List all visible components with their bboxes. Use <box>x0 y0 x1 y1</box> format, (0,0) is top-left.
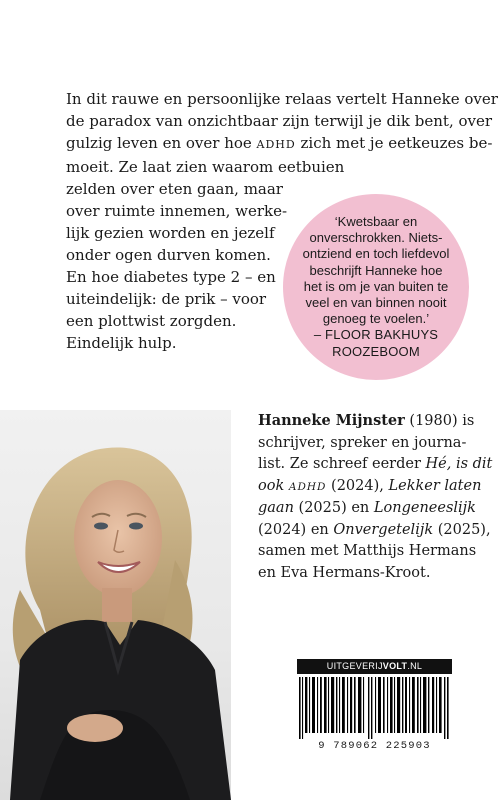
author-photo <box>0 410 231 800</box>
blurb-line: zelden over eten gaan, maar <box>66 180 283 198</box>
barcode-bars <box>299 677 450 739</box>
book-title: Longeneeslijk <box>373 500 476 516</box>
book-title: Onvergetelijk <box>333 521 434 538</box>
blurb-line: uiteindelijk: de prik – voor <box>66 290 267 308</box>
blurb-line: gulzig leven en over hoe ADHD zich met je eetkeuzes be- <box>66 134 493 152</box>
quote-line: onverschrokken. Niets- <box>309 230 443 246</box>
book-title: Lekker laten <box>388 477 482 494</box>
quote-author: – FLOOR BAKHUYS <box>313 327 439 343</box>
quote-line: ontziend en toch liefdevol <box>302 246 450 262</box>
blurb-line: lijk gezien worden en jezelf <box>66 224 275 242</box>
book-title: gaan <box>258 500 294 516</box>
blurb-line: de paradox van onzichtbaar zijn terwijl je dik bent, over <box>66 112 493 130</box>
isbn-barcode <box>297 659 452 755</box>
blurb-line: onder ogen durven komen. <box>66 246 271 264</box>
isbn-number: 9 789062 225903 <box>318 740 431 752</box>
book-title: Hé, is dit <box>425 456 493 472</box>
blurb-acronym: ADHD <box>256 138 296 151</box>
quote-author: ROOZEBOOM <box>332 343 420 359</box>
author-name: Hanneke Mijnster <box>258 412 405 429</box>
author-portrait-illustration <box>0 410 231 800</box>
book-title: ook ADHD <box>258 477 327 494</box>
quote-line: beschrijft Hanneke hoe <box>309 262 443 278</box>
blurb-line: En hoe diabetes type 2 – en <box>66 268 276 286</box>
blurb-line: een plottwist zorgden. <box>66 312 237 330</box>
review-quote <box>283 214 469 360</box>
blurb-line: In dit rauwe en persoonlijke relaas vertelt Hanneke over <box>66 90 498 108</box>
quote-line: ‘Kwetsbaar en <box>334 214 418 229</box>
publisher-url: UITGEVERIJVOLT.NL <box>297 659 452 674</box>
blurb-line: over ruimte innemen, werke- <box>66 202 288 220</box>
blurb-line: Eindelijk hulp. <box>66 334 177 352</box>
quote-line: genoeg te voelen.’ <box>322 311 430 327</box>
quote-line: het is om je van buiten te <box>303 278 449 294</box>
blurb-line: moeit. Ze laat zien waarom eetbuien <box>66 158 345 176</box>
author-bio: Hanneke Mijnster (1980) is schrijver, spreker en journa- list. Ze schreef eerder Hé, is dit ook ADHD (2024), Lekker laten gaan (2025) en Longeneeslijk (2024) en Onvergetelijk (2025), samen met Matthijs Hermans en Eva Hermans-Kroot. <box>258 412 493 581</box>
quote-line: veel en van binnen nooit <box>305 295 447 311</box>
